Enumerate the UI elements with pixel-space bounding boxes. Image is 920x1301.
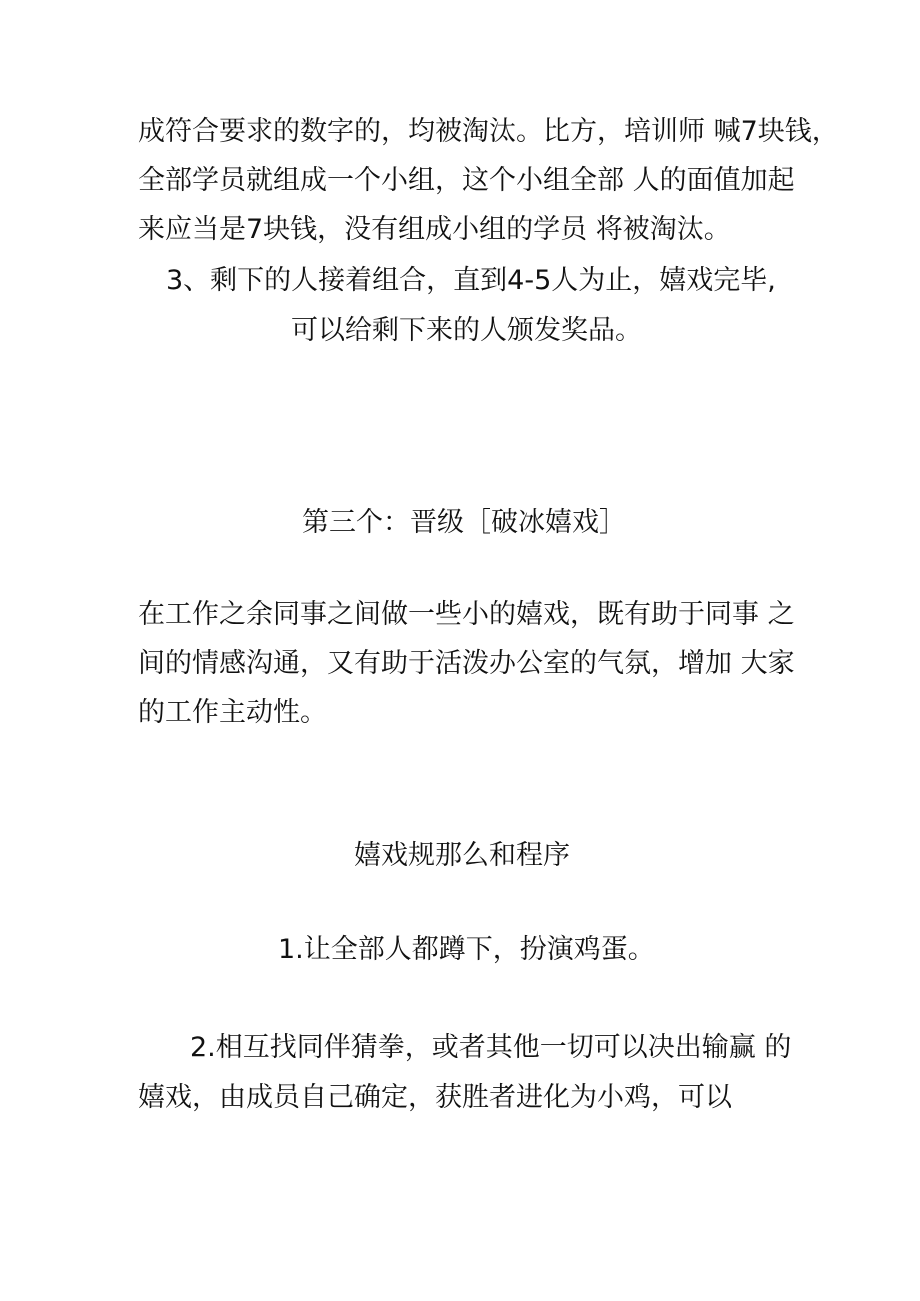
paragraph-line-3: 来应当是7块钱，没有组成小组的学员 将被淘汰。 bbox=[138, 214, 731, 245]
intro-line-1: 在工作之余同事之间做一些小的嬉戏，既有助于同事 之 bbox=[138, 599, 795, 630]
step-3-line-1: 3、剩下的人接着组合，直到4-5人为止，嬉戏完毕, bbox=[166, 265, 776, 296]
paragraph-line-1: 成符合要求的数字的，均被淘汰。比方，培训师 喊7块钱， bbox=[138, 116, 839, 147]
paragraph-line-2: 全部学员就组成一个小组，这个小组全部 人的面值加起 bbox=[138, 165, 795, 196]
step-3-line-2: 可以给剩下来的人颁发奖品。 bbox=[291, 315, 642, 346]
intro-line-3: 的工作主动性。 bbox=[138, 697, 327, 728]
rule-step-1: 1.让全部人都蹲下，扮演鸡蛋。 bbox=[278, 934, 655, 965]
section-heading: 第三个：晋级［破冰嬉戏］ bbox=[302, 507, 626, 538]
rules-heading: 嬉戏规那么和程序 bbox=[354, 840, 570, 871]
intro-line-2: 间的情感沟通，又有助于活泼办公室的气氛，增加 大家 bbox=[138, 648, 795, 679]
rule-step-2-line-1: 2.相互找同伴猜拳，或者其他一切可以决出输赢 的 bbox=[190, 1032, 792, 1063]
rule-step-2-line-2: 嬉戏，由成员自己确定，获胜者进化为小鸡，可以 bbox=[138, 1082, 732, 1113]
